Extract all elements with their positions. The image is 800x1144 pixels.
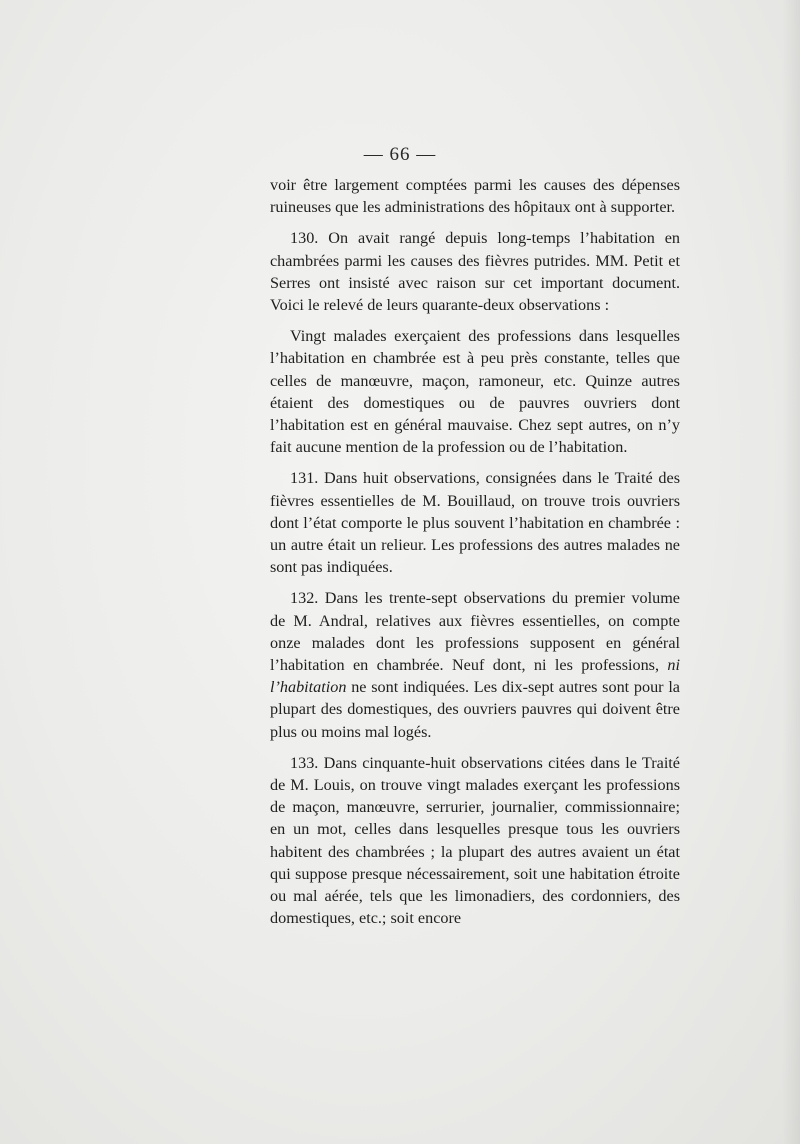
paragraph-131: 131. Dans huit observations, consignées dans le Traité des fièvres essentielles de M. Bouillaud, on trouve trois ouvriers dont l’état comporte le plus souvent l’habitation en chambrée : un autre était un relieur. Les professions des autres malades ne sont pas indiquées. <box>270 469 680 577</box>
paragraph-133: 133. Dans cinquante-huit observations citées dans le Traité de M. Louis, on trouve vingt malades exerçant les professions de maçon, manœuvre, serrurier, journalier, commissionnaire; en un mot, celles dans lesquelles presque tous les ouvriers habitent des chambrées ; la plupart des autres avaient un état qui suppose presque nécessairement, soit une habitation étroite ou mal aérée, tels que les limonadiers, des cordonniers, des domestiques, etc.; soit encore <box>270 753 680 928</box>
paragraph-130: 130. On avait rangé depuis long-temps l’habitation en chambrées parmi les causes des fièvres putrides. MM. Petit et Serres ont insisté avec raison sur cet important document. Voici le relevé de leurs quarante-deux observations : <box>270 229 680 315</box>
paragraph-132-text-end: ne sont indiquées. Les dix-sept autres sont pour la plupart des domestiques, des ouvriers pauvres qui doivent être plus ou moins mal logés. <box>270 678 680 741</box>
paragraph-132 <box>270 587 680 742</box>
paragraph-132-italic: ni l’habitation <box>270 656 680 697</box>
body-text <box>270 174 680 939</box>
paragraph-130-detail: Vingt malades exerçaient des professions dans lesquelles l’habitation en chambrée est à peu près constante, telles que celles de manœuvre, maçon, ramoneur, etc. Quinze autres étaient des domestiques ou de pauvres ouvriers dont l’habitation est en général mauvaise. Chez sept autres, on n’y fait aucune mention de la profession ou de l’habitation. <box>270 327 680 457</box>
page-edge-shadow <box>782 0 800 1144</box>
paragraph-132-text: 132. Dans les trente-sept observations du premier volume de M. Andral, relatives aux fièvres essentielles, on compte onze malades dont les professions supposent en général l’habitation en chambrée. Neuf dont, ni les professions, <box>270 589 680 675</box>
page-number: — 66 — <box>363 144 437 165</box>
paragraph-continuation: voir être largement comptées parmi les causes des dépenses ruineuses que les administrations des hôpitaux ont à supporter. <box>270 176 680 217</box>
